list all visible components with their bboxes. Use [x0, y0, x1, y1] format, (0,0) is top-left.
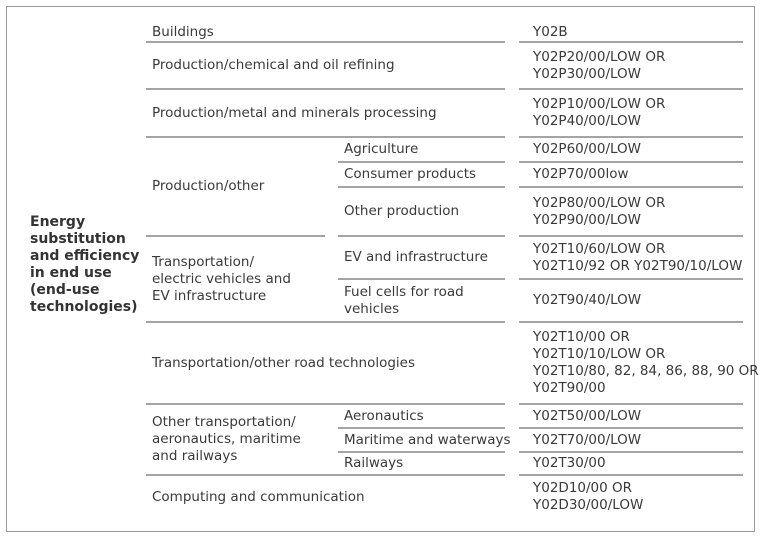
code-line: Y02D10/00 OR: [533, 480, 633, 496]
code-line: Y02T90/40/LOW: [533, 292, 642, 308]
subcategory-label: Maritime and waterways: [344, 431, 511, 448]
code-cell: [533, 279, 641, 322]
code-line: Y02T70/00/LOW: [533, 431, 642, 448]
code-cell: [533, 452, 606, 475]
subcategory-label: Consumer products: [344, 166, 477, 182]
code-cell: [533, 236, 742, 279]
category-cell: [152, 89, 437, 137]
code-cell: [533, 22, 568, 42]
code-line: Y02T10/80, 82, 84, 86, 88, 90 OR: [533, 363, 759, 379]
code-line: Y02T10/10/LOW OR: [533, 346, 666, 362]
group-label-line: Energy: [30, 214, 86, 230]
subcategory-cell: [344, 236, 488, 279]
code-cell: [533, 404, 641, 428]
group-label-line: (end-use: [30, 282, 100, 298]
category-label: and railways: [152, 448, 238, 464]
category-cell: [152, 42, 395, 89]
code-line: Y02P80/00/LOW OR: [533, 194, 666, 211]
category-label: Computing and communication: [152, 488, 365, 505]
category-label: Transportation/other road technologies: [152, 354, 415, 371]
category-cell: [152, 322, 415, 404]
code-line: Y02P40/00/LOW: [533, 113, 642, 129]
code-line: Y02T10/00 OR: [533, 329, 630, 345]
subcategory-label: Other production: [344, 203, 460, 219]
code-line: Y02P30/00/LOW: [533, 65, 642, 82]
group-label-line: in end use: [30, 265, 112, 281]
category-label: Other transportation/: [152, 414, 296, 430]
subcategory-cell: [344, 452, 403, 475]
code-cell: [533, 322, 759, 404]
group-label-line: technologies): [30, 299, 138, 315]
category-cell: [152, 475, 365, 519]
category-label: EV infrastructure: [152, 287, 267, 304]
category-label: Transportation/: [152, 253, 255, 270]
code-cell: [533, 162, 629, 187]
subcategory-label: Railways: [344, 455, 404, 471]
subcategory-label: vehicles: [344, 300, 400, 317]
category-label: electric vehicles and: [152, 270, 291, 287]
category-label: Buildings: [152, 23, 214, 40]
code-cell: [533, 137, 641, 162]
code-line: Y02T50/00/LOW: [533, 407, 642, 424]
subcategory-cell: [344, 428, 511, 452]
category-label: aeronautics, maritime: [152, 431, 301, 447]
category-cell: [152, 236, 291, 322]
subcategory-cell: [344, 404, 424, 428]
code-line: Y02P20/00/LOW OR: [533, 48, 666, 65]
code-cell: [533, 428, 641, 452]
category-label: Production/other: [152, 178, 265, 194]
code-line: Y02P70/00low: [533, 166, 629, 182]
code-line: Y02T10/92 OR Y02T90/10/LOW: [533, 257, 743, 274]
code-cell: [533, 89, 665, 137]
category-cell: [152, 22, 214, 42]
category-label: Production/chemical and oil refining: [152, 57, 395, 73]
group-label-line: and efficiency: [30, 248, 140, 264]
code-line: Y02T90/00: [533, 380, 606, 396]
code-line: Y02T10/60/LOW OR: [533, 240, 666, 257]
category-cell: [152, 137, 264, 236]
code-line: Y02D30/00/LOW: [533, 497, 644, 513]
code-cell: [533, 475, 643, 519]
code-line: Y02P90/00/LOW: [533, 211, 642, 228]
code-line: Y02T30/00: [533, 455, 606, 471]
subcategory-label: Aeronautics: [344, 407, 424, 424]
category-label: Production/metal and minerals processing: [152, 104, 437, 121]
code-line: Y02P10/00/LOW OR: [533, 96, 666, 112]
subcategory-label: Fuel cells for road: [344, 283, 464, 300]
subcategory-label: Agriculture: [344, 141, 419, 157]
subcategory-cell: [344, 279, 464, 322]
subcategory-label: EV and infrastructure: [344, 249, 488, 265]
category-cell: [152, 404, 301, 475]
subcategory-cell: [344, 137, 418, 162]
subcategory-cell: [344, 162, 476, 187]
code-line: Y02B: [533, 23, 568, 40]
group-label-line: substitution: [30, 231, 126, 247]
code-line: Y02P60/00/LOW: [533, 141, 642, 157]
subcategory-cell: [344, 187, 459, 236]
code-cell: [533, 187, 665, 236]
group-label: [30, 210, 139, 320]
code-cell: [533, 42, 665, 89]
